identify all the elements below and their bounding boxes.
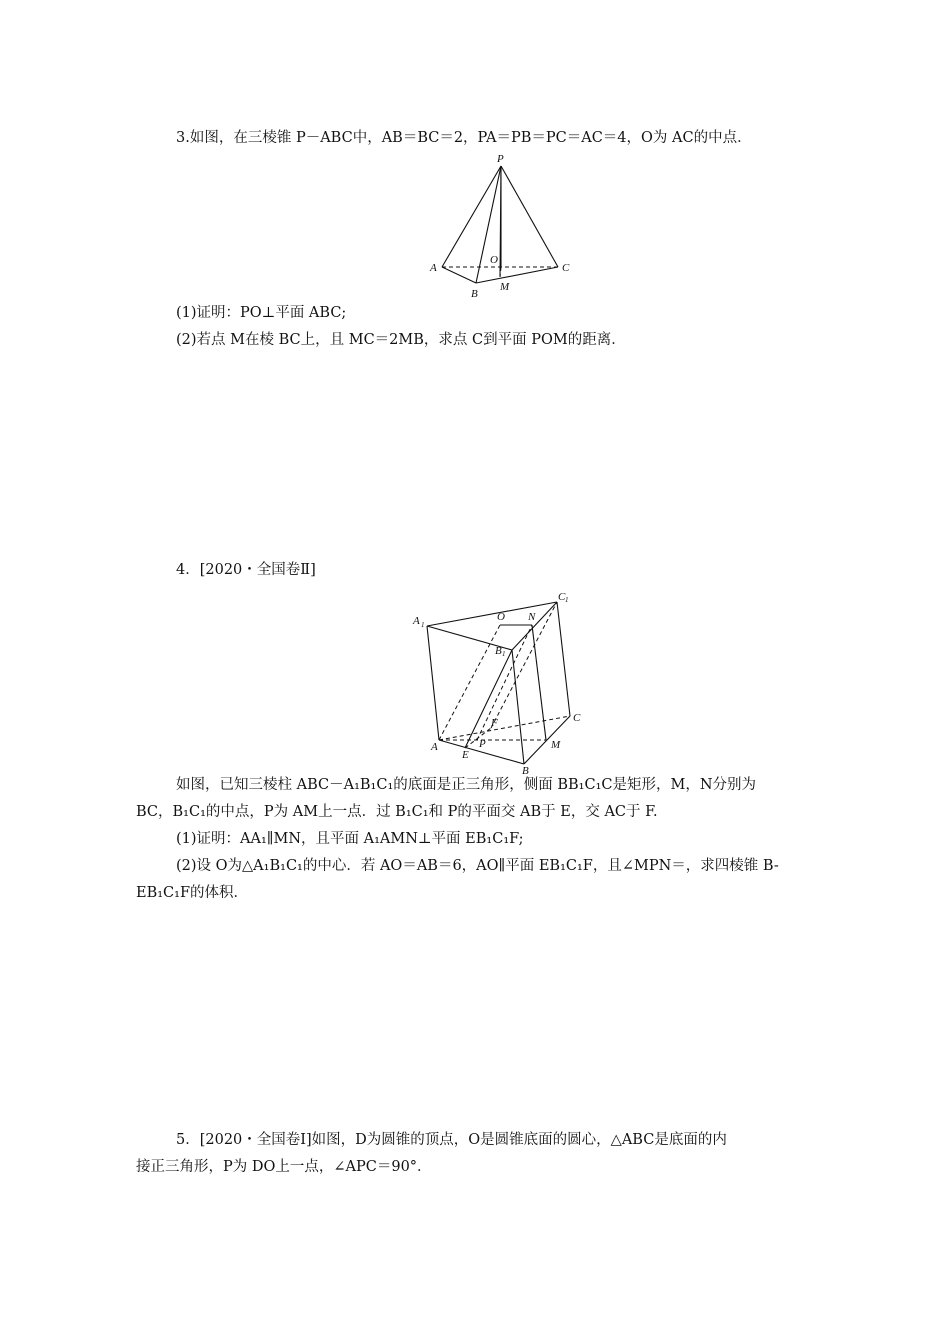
label-O: O bbox=[490, 254, 498, 266]
edge-CC1 bbox=[557, 602, 570, 716]
problem3-part1: (1)证明：PO⊥平面 ABC; bbox=[176, 305, 347, 321]
edge-BB1 bbox=[512, 650, 524, 764]
edge-AA1 bbox=[427, 626, 439, 740]
label-O: O bbox=[497, 611, 505, 623]
problem4-part2-line2: EB₁C₁F的体积． bbox=[136, 885, 249, 901]
problem4-line2: BC，B₁C₁的中点，P为 AM上一点．过 B₁C₁和 P的平面交 AB于 E，交 AC于 F. bbox=[136, 804, 658, 820]
problem5-line2: 接正三角形，P为 DO上一点，∠APC＝90°． bbox=[136, 1159, 432, 1175]
label-C1-subscript: 1 bbox=[565, 596, 569, 604]
edge-PA bbox=[442, 166, 501, 267]
label-F: F bbox=[491, 717, 498, 729]
segment-NM bbox=[532, 625, 546, 740]
problem4-part2-line1: (2)设 O为△A₁B₁C₁的中心．若 AO＝AB＝6，AO∥平面 EB₁C₁F，且∠MPN＝，求四棱锥 B- bbox=[176, 858, 779, 874]
label-A: A bbox=[430, 262, 437, 274]
label-P: P bbox=[497, 153, 504, 165]
label-P: P bbox=[479, 738, 486, 750]
label-E: E bbox=[462, 749, 469, 761]
label-C: C bbox=[573, 712, 581, 724]
label-B1-subscript: 1 bbox=[502, 650, 506, 658]
label-A1-subscript: 1 bbox=[421, 621, 425, 629]
problem5-line1: 5．[2020・全国卷Ⅰ]如图，D为圆锥的顶点，O是圆锥底面的圆心，△ABC是底面的内 bbox=[176, 1132, 727, 1148]
edge-AB bbox=[442, 267, 476, 283]
problem3-part2: (2)若点 M在棱 BC上，且 MC＝2MB，求点 C到平面 POM的距离． bbox=[176, 332, 626, 348]
problem4-prism-figure bbox=[405, 588, 605, 777]
problem3-stem: 3.如图，在三棱锥 P－ABC中，AB＝BC＝2，PA＝PB＝PC＝AC＝4，O为 AC的中点． bbox=[176, 130, 752, 146]
label-B: B bbox=[471, 288, 478, 300]
segment-EB1 bbox=[465, 650, 512, 748]
edge-PC bbox=[501, 166, 558, 267]
label-N: N bbox=[528, 611, 536, 623]
problem3-pyramid-figure bbox=[420, 150, 580, 300]
label-A1: A bbox=[413, 615, 420, 627]
label-A: A bbox=[431, 741, 438, 753]
edge-BC bbox=[476, 267, 558, 283]
problem4-part1: (1)证明：AA₁∥MN，且平面 A₁AMN⊥平面 EB₁C₁F; bbox=[176, 831, 524, 847]
problem4-header: 4．[2020・全国卷Ⅱ] bbox=[176, 562, 316, 578]
label-B1: B bbox=[495, 645, 502, 657]
label-C: C bbox=[562, 262, 570, 274]
label-C1: C bbox=[558, 591, 566, 603]
label-M: M bbox=[551, 739, 561, 751]
label-M: M bbox=[500, 281, 510, 293]
problem4-line1: 如图，已知三棱柱 ABC－A₁B₁C₁的底面是正三角形，侧面 BB₁C₁C是矩形，M，N分别为 bbox=[176, 777, 757, 793]
label-B: B bbox=[522, 765, 529, 777]
